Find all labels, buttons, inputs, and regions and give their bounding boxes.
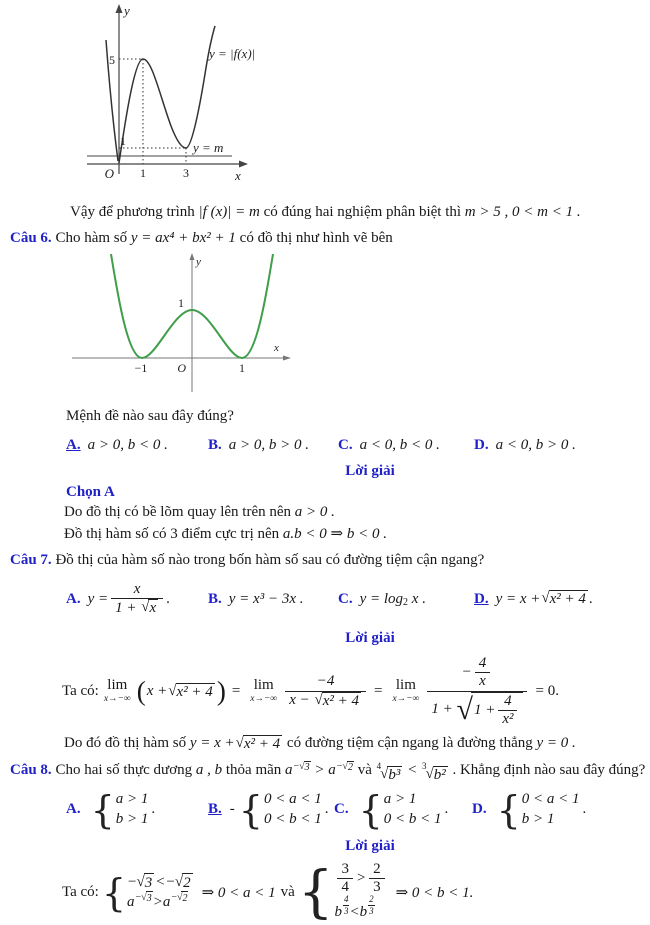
text-token: Ta có: [62, 884, 99, 900]
radicand: x² + 4 [322, 692, 359, 709]
exponent [136, 891, 153, 905]
fraction [337, 861, 353, 897]
sqrt-sign: −√ [171, 891, 183, 903]
equals-sign: = [373, 683, 383, 699]
text-token: Đồ thị của hàm số nào trong bốn hàm số sau có đường tiệm cận ngang? [51, 552, 485, 568]
math-token: x − [289, 692, 310, 708]
math-token: a.b < 0 ⇒ b < 0 . [282, 526, 387, 542]
question-8-heading [10, 762, 650, 784]
graph-quartic-figure [0, 247, 650, 402]
question-6-label: Câu 6. [10, 230, 52, 246]
radicand: 3 [304, 762, 310, 773]
lim-subscript: x→−∞ [250, 694, 278, 705]
graph-abs-function-figure [0, 0, 650, 192]
option-letter: B. [208, 437, 222, 453]
sqrt-sign: √ [541, 590, 550, 606]
sqrt-sign: √ [314, 691, 323, 708]
root-index: 3 [421, 761, 427, 771]
fraction-denominator: 4 [337, 878, 353, 896]
sqrt-sign: −√ [166, 873, 184, 890]
sqrt-sign: −√ [135, 891, 147, 903]
text-token: Cho hai số thực dương [51, 762, 196, 778]
radicand: x² + 4 [243, 736, 281, 752]
limit-operator [250, 678, 277, 705]
math-token: a , b [195, 762, 223, 778]
solution-heading: Lời giải [345, 838, 395, 854]
solution-heading: Lời giải [345, 463, 395, 479]
option-letter: A. [66, 437, 81, 453]
exponent-fraction [343, 894, 350, 918]
text-token: . [166, 590, 170, 607]
radicand: 2 [182, 873, 193, 894]
solution-line [64, 504, 650, 521]
x-axis-arrow [239, 161, 248, 168]
radicand: x² + 4 [549, 591, 586, 607]
option-letter: B. [208, 590, 222, 607]
lim-word: lim [107, 677, 128, 694]
fraction-denominator: 3 [369, 878, 385, 896]
graph-quartic [64, 252, 334, 397]
option-c [338, 591, 474, 608]
option-c [338, 437, 474, 454]
question-6-options [66, 437, 650, 454]
math-token: y = ax⁴ + bx² + 1 [130, 230, 236, 246]
math-token: 1 + [115, 599, 137, 616]
math-token: y = log [359, 590, 404, 607]
fraction-denominator: 3 [369, 905, 374, 916]
brace: { [358, 787, 383, 832]
tick-x-3: 3 [183, 166, 189, 180]
sqrt-sign: −√ [336, 761, 348, 772]
radicand: 2 [347, 762, 353, 773]
option-value: y = x³ − 3x . [228, 590, 304, 607]
fraction-denominator [427, 691, 527, 729]
text-token: Ta có: [62, 683, 99, 699]
option-b [208, 437, 338, 454]
text-token: . [582, 801, 587, 817]
option-value: a < 0, b < 0 . [359, 437, 440, 453]
implication: ⇒ 0 < b < 1. [395, 885, 474, 901]
math-token: 1 + [473, 701, 496, 718]
brace: { [496, 787, 521, 832]
y-axis-label: y [196, 256, 201, 268]
chosen-answer: Chọn A [66, 484, 115, 500]
radical [168, 683, 215, 701]
sqrt-sign: −√ [293, 761, 305, 772]
exponent [337, 761, 354, 773]
option-a [66, 787, 208, 832]
math-token: a > 0 . [294, 504, 335, 520]
fraction-denominator: x² [498, 710, 517, 728]
lim-subscript: x→−∞ [103, 694, 131, 705]
radicand: 3 [144, 873, 155, 894]
y-axis-arrow [190, 253, 195, 260]
limit-operator [104, 678, 131, 705]
text-token: Do đó đồ thị hàm số [64, 735, 190, 751]
fraction-numerator: 4 [478, 655, 487, 671]
fraction-denominator: x [475, 672, 490, 690]
fraction-denominator: 3 [343, 905, 349, 916]
question-7-label: Câu 7. [10, 552, 52, 568]
option-d [474, 437, 650, 454]
fraction [498, 693, 517, 729]
brace: { [101, 870, 127, 915]
fraction-big [427, 655, 527, 728]
system [496, 787, 580, 832]
radical [141, 599, 158, 617]
radicand: 3 [146, 892, 152, 904]
x-axis-arrow [283, 356, 291, 361]
radicand: 2 [182, 892, 188, 904]
question-6-heading [10, 230, 650, 247]
m-line-label: y = m [193, 140, 224, 155]
sqrt-sign: √ [141, 599, 150, 615]
system-line: b > 1 [521, 810, 555, 827]
brace: { [297, 859, 334, 925]
text-token: có đúng hai nghiệm phân biệt thì [259, 204, 465, 220]
option-letter: D. [472, 801, 487, 817]
origin-label: O [177, 361, 186, 375]
brace: { [238, 787, 263, 832]
x-axis-label: x [235, 168, 241, 183]
origin-label: O [104, 166, 114, 181]
question-8-options [66, 787, 650, 832]
text-token: . Khẳng định nào sau đây đúng? [448, 762, 646, 778]
tick-y-1: 1 [120, 134, 126, 148]
brace: { [90, 787, 115, 832]
minus-sign: − [461, 664, 472, 681]
system-1 [101, 870, 194, 915]
base-a: a [127, 894, 135, 910]
system-line: b > 1 [115, 810, 149, 827]
text-token: Đồ thị hàm số có 3 điểm cực trị nên [64, 526, 283, 542]
graph-abs-function [84, 2, 374, 190]
solution-heading: Lời giải [345, 630, 395, 646]
base-b: b [359, 903, 368, 920]
text-token: và [280, 884, 295, 900]
math-token: m > 5 , 0 < m < 1 . [464, 204, 581, 220]
option-value: a < 0, b > 0 . [495, 437, 576, 453]
question-6-stem: Mệnh đề nào sau đây đúng? [66, 408, 234, 424]
text-token: . [151, 801, 156, 817]
root-index: 4 [376, 761, 382, 771]
radical-index4 [376, 761, 403, 784]
math-token: x . [411, 590, 426, 607]
curve-equation-label: y = |f(x)| [209, 46, 256, 61]
tick-x-1: 1 [140, 166, 146, 180]
previous-question-conclusion [70, 204, 650, 221]
fraction-numerator: −4 [316, 673, 335, 690]
fraction-numerator: 3 [341, 861, 349, 877]
system [90, 787, 149, 832]
radicand: b³ [388, 767, 401, 783]
option-letter: B. [208, 801, 222, 817]
text-token: . [444, 801, 449, 817]
option-value: a > 0, b > 0 . [228, 437, 310, 453]
option-letter: C. [338, 590, 353, 607]
exponent [294, 761, 311, 773]
sqrt-sign: √ [425, 766, 434, 782]
radicand: b² [433, 767, 446, 783]
math-token: |f (x)| = m [198, 204, 260, 220]
text-token: thỏa mãn [222, 762, 286, 778]
compare-sign: < [403, 762, 421, 778]
sqrt-sign: √ [168, 682, 177, 699]
system-line: 0 < b < 1 [263, 810, 322, 827]
system-2 [298, 861, 388, 924]
text-token: Do đồ thị có bề lõm quay lên trên nên [64, 504, 295, 520]
text-token: có đồ thị như hình vẽ bên [235, 230, 393, 246]
subscript: 2 [403, 596, 409, 608]
text-token: . [324, 801, 329, 817]
exponent [171, 891, 188, 905]
system-line: 0 < a < 1 [521, 791, 580, 807]
compare-sign: < [155, 874, 166, 890]
exponent-fraction [368, 894, 375, 918]
question-7-heading [10, 552, 650, 569]
option-d [474, 590, 650, 608]
question-8-label: Câu 8. [10, 762, 52, 778]
equals-sign: = [231, 683, 241, 699]
base-a: a [328, 762, 336, 778]
radical [314, 692, 361, 710]
limit-computation [62, 655, 650, 728]
option-a [66, 437, 208, 454]
tick-pos1: 1 [239, 361, 245, 375]
base-a: a [285, 762, 293, 778]
system-line: 0 < b < 1 [383, 810, 442, 827]
base-b: b [334, 903, 342, 920]
fraction-numerator: 4 [504, 692, 512, 709]
q7-conclusion [64, 735, 650, 753]
math-token: y = 0 . [536, 735, 576, 751]
system-line: a > 1 [383, 791, 417, 807]
compare-sign: < [349, 903, 360, 920]
option-letter: C. [334, 801, 349, 817]
equals-zero: = 0. [535, 683, 559, 699]
tick-neg1: −1 [134, 361, 148, 375]
limit-operator [392, 678, 419, 705]
compare-sign: > [355, 870, 367, 886]
lim-word: lim [253, 677, 274, 694]
fraction-numerator: 2 [373, 861, 381, 877]
y-axis-label: y [124, 3, 130, 18]
radicand: x [149, 600, 157, 616]
system [358, 787, 442, 832]
option-letter: A. [66, 590, 81, 607]
fraction-numerator: x [133, 580, 141, 597]
fraction-denominator [285, 691, 366, 710]
paren-open: ( [136, 676, 146, 706]
fraction [285, 673, 366, 710]
math-token: y = x + [495, 590, 541, 607]
fraction-numerator: 4 [343, 894, 350, 906]
math-token: y = [87, 590, 109, 607]
compare-sign: > [152, 894, 163, 910]
y-axis-arrow [116, 4, 123, 13]
fraction [475, 655, 491, 691]
tick-y1: 1 [178, 296, 184, 310]
lim-subscript: x→−∞ [392, 694, 420, 705]
math-token: y = x + [189, 735, 235, 751]
x-axis-label: x [274, 342, 279, 354]
option-value: a > 0, b < 0 . [87, 437, 168, 453]
system [238, 787, 322, 832]
option-letter: C. [338, 437, 353, 453]
option-letter: A. [66, 801, 81, 817]
fraction [369, 861, 385, 897]
radicand [471, 692, 524, 729]
lim-word: lim [395, 677, 416, 694]
text-token: có đường tiệm cận ngang là đường thẳng [283, 735, 537, 751]
fraction-numerator: 2 [368, 894, 375, 906]
solution-line [64, 524, 650, 543]
paren-close: ) [216, 676, 226, 706]
radical-index3 [421, 761, 448, 784]
math-token: 1 + [431, 701, 453, 718]
option-b [208, 591, 338, 608]
q8-computation [62, 861, 650, 924]
math-token: x + [146, 683, 168, 699]
text-token: . [588, 590, 593, 607]
compare-sign: > [310, 762, 329, 778]
sqrt-sign: √ [235, 735, 244, 751]
option-letter: D. [474, 437, 489, 453]
text-token: Vậy để phương trình [70, 204, 199, 220]
text-token: và [353, 762, 376, 778]
text-token: Cho hàm số [51, 230, 131, 246]
system-line: a > 1 [115, 791, 149, 807]
option-a [66, 581, 208, 618]
question-7-options [66, 577, 650, 621]
radicand: x² + 4 [176, 683, 213, 700]
radical [236, 735, 283, 753]
fraction [111, 581, 163, 618]
tick-y-5: 5 [109, 53, 115, 67]
radical [541, 590, 588, 608]
option-b [208, 787, 334, 832]
fraction-numerator [458, 655, 498, 691]
sqrt-sign: √ [380, 766, 389, 782]
sqrt-sign: −√ [128, 873, 145, 890]
option-c [334, 787, 472, 832]
option-d [472, 787, 650, 832]
system-line: 0 < a < 1 [263, 791, 322, 807]
dash-mark: - [229, 801, 235, 817]
base-a: a [162, 894, 171, 910]
fraction-denominator [111, 598, 163, 617]
option-letter: D. [474, 590, 489, 607]
sqrt-sign: √ [456, 693, 473, 726]
implication: ⇒ 0 < a < 1 [201, 885, 276, 901]
